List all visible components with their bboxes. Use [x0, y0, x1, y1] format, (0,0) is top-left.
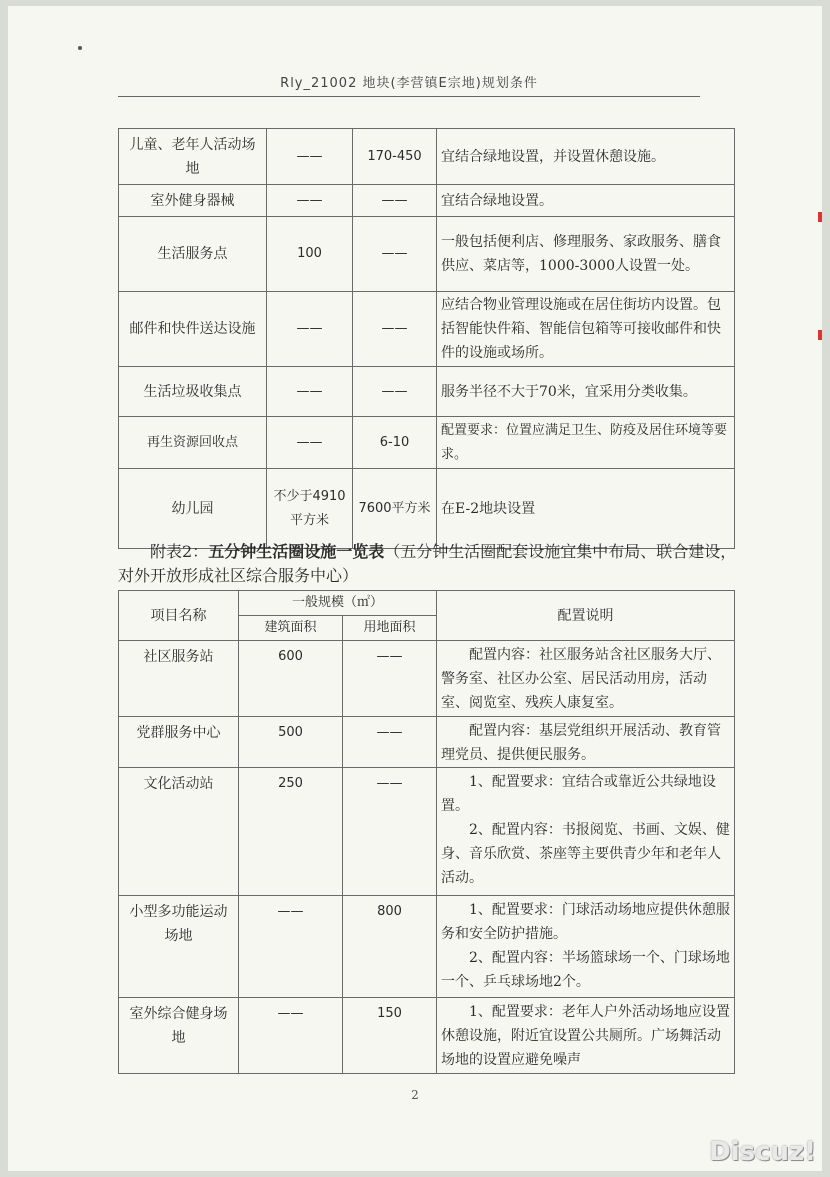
description-paragraph: 1、配置要求：门球活动场地应提供休憩服务和安全防护措施。	[441, 902, 730, 942]
page-number: 2	[411, 1088, 419, 1102]
building-area: 600	[239, 641, 343, 717]
caption-title: 五分钟生活圈设施一览表	[208, 542, 385, 561]
building-area: ——	[239, 998, 343, 1074]
land-area: ——	[353, 185, 437, 217]
description-paragraph: 配置内容：基层党组织开展活动、教育管理党员、提供便民服务。	[441, 723, 722, 763]
facility-description	[437, 717, 735, 768]
facility-name: 室外健身器械	[119, 185, 267, 217]
building-area: 不少于4910平方米	[267, 469, 353, 549]
building-area: 100	[267, 217, 353, 292]
table-row	[119, 768, 735, 896]
table-row	[119, 217, 735, 292]
scan-edge-mark	[818, 212, 822, 222]
building-area: ——	[267, 367, 353, 417]
facility-description: 一般包括便利店、修理服务、家政服务、膳食供应、菜店等，1000-3000人设置一处。	[437, 217, 735, 292]
facility-name: 室外综合健身场地	[119, 998, 239, 1074]
facility-name: 幼儿园	[119, 469, 267, 549]
facility-name: 生活服务点	[119, 217, 267, 292]
facility-description	[437, 998, 735, 1074]
facility-description: 服务半径不大于70米，宜采用分类收集。	[437, 367, 735, 417]
caption-prefix: 附表2：	[150, 542, 209, 561]
description-paragraph: 2、配置内容：书报阅览、书画、文娱、健身、音乐欣赏、茶座等主要供青少年和老年人活动。	[441, 822, 730, 886]
table-row	[119, 998, 735, 1074]
facility-name: 邮件和快件送达设施	[119, 292, 267, 367]
table-row	[119, 469, 735, 549]
land-area: 7600平方米	[353, 469, 437, 549]
description-paragraph: 1、配置要求：宜结合或靠近公共绿地设置。	[441, 774, 716, 814]
land-area: ——	[353, 292, 437, 367]
land-area: ——	[353, 367, 437, 417]
facility-name: 生活垃圾收集点	[119, 367, 267, 417]
land-area: ——	[343, 641, 437, 717]
facility-description: 宜结合绿地设置。	[437, 185, 735, 217]
table-row	[119, 185, 735, 217]
land-area: ——	[353, 217, 437, 292]
building-area: 250	[239, 768, 343, 896]
facility-description	[437, 896, 735, 998]
building-area: ——	[267, 417, 353, 469]
building-area: ——	[239, 896, 343, 998]
table-row	[119, 292, 735, 367]
building-area: ——	[267, 185, 353, 217]
land-area: 170-450	[353, 129, 437, 185]
scan-speck	[78, 46, 82, 50]
facility-name: 儿童、老年人活动场地	[119, 129, 267, 185]
land-area: 6-10	[353, 417, 437, 469]
facility-description: 应结合物业管理设施或在居住街坊内设置。包括智能快件箱、智能信包箱等可接收邮件和快件的设施或场所。	[437, 292, 735, 367]
table-row	[119, 641, 735, 717]
table-row	[119, 129, 735, 185]
column-header-building-area: 建筑面积	[239, 616, 343, 641]
facility-name: 社区服务站	[119, 641, 239, 717]
table-row	[119, 896, 735, 998]
facility-description	[437, 641, 735, 717]
description-paragraph: 配置内容：社区服务站含社区服务大厅、警务室、社区办公室、居民活动用房，活动室、阅览室、残疾人康复室。	[441, 647, 722, 711]
facility-name: 小型多功能运动场地	[119, 896, 239, 998]
five-minute-facility-table	[118, 590, 735, 1074]
land-area: 800	[343, 896, 437, 998]
land-area: 150	[343, 998, 437, 1074]
scan-edge-mark	[818, 330, 822, 340]
facility-description: 在E-2地块设置	[437, 469, 735, 549]
facility-description: 配置要求：位置应满足卫生、防疫及居住环境等要求。	[437, 417, 735, 469]
page-header: Rly_21002 地块(李营镇E宗地)规划条件	[118, 72, 700, 97]
facility-name: 文化活动站	[119, 768, 239, 896]
land-area: ——	[343, 717, 437, 768]
table-row	[119, 717, 735, 768]
forum-watermark: Discuz!	[709, 1137, 816, 1167]
building-area: ——	[267, 292, 353, 367]
land-area: ——	[343, 768, 437, 896]
facility-description: 宜结合绿地设置，并设置休憩设施。	[437, 129, 735, 185]
facility-description	[437, 768, 735, 896]
building-area: ——	[267, 129, 353, 185]
column-header-land-area: 用地面积	[343, 616, 437, 641]
column-header-description: 配置说明	[437, 591, 735, 641]
table-header-row	[119, 591, 735, 616]
table-row	[119, 417, 735, 469]
description-paragraph: 2、配置内容：半场篮球场一个、门球场地一个、乒乓球场地2个。	[441, 950, 730, 990]
facility-table-continued	[118, 128, 735, 549]
table-caption	[118, 540, 738, 588]
table-row	[119, 367, 735, 417]
facility-name: 党群服务中心	[119, 717, 239, 768]
column-header-name: 项目名称	[119, 591, 239, 641]
facility-name: 再生资源回收点	[119, 417, 267, 469]
description-paragraph: 1、配置要求：老年人户外活动场地应设置休憩设施，附近宜设置公共厕所。广场舞活动场地的设置应避免噪声	[441, 1004, 730, 1068]
caption-note: （五分钟生活圈配套设施宜集中布局、联合建设，对外开放形成社区综合服务中心）	[118, 542, 737, 585]
building-area: 500	[239, 717, 343, 768]
column-header-scale: 一般规模（㎡）	[239, 591, 437, 616]
